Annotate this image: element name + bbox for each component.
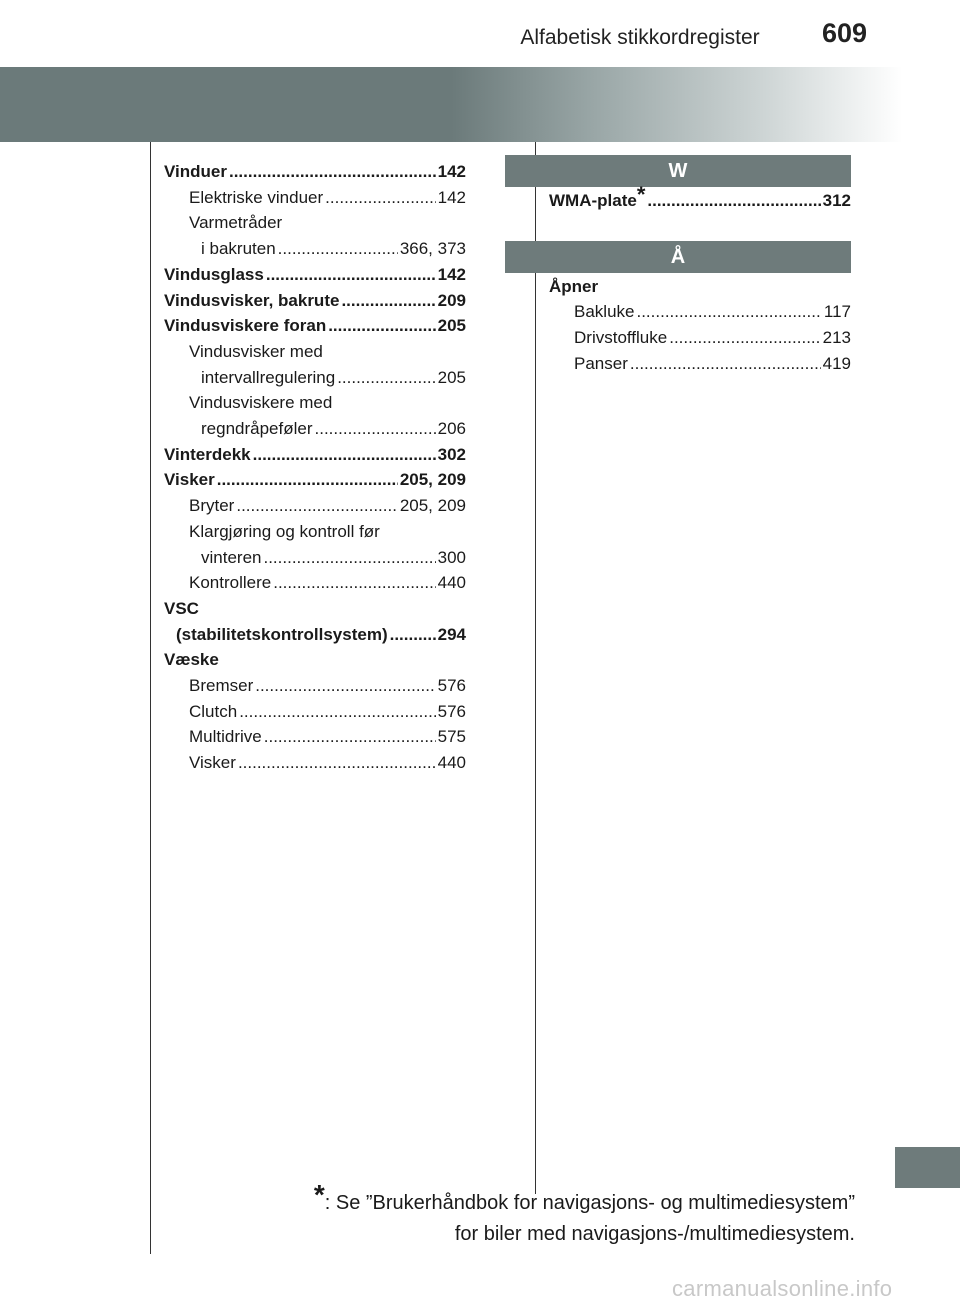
index-term: WMA-plate bbox=[549, 191, 637, 210]
index-term: Bremser bbox=[189, 676, 254, 696]
index-term: Elektriske vinduer bbox=[189, 187, 324, 207]
index-page: 440 bbox=[437, 573, 466, 593]
index-page: 142 bbox=[437, 162, 466, 181]
index-term: Panser bbox=[574, 353, 628, 373]
index-entry bbox=[164, 313, 466, 339]
index-entry: Vindusviskere med bbox=[189, 393, 333, 413]
index-page: 312 bbox=[822, 191, 851, 210]
index-page: 205 bbox=[437, 316, 466, 336]
index-page: 117 bbox=[823, 302, 851, 322]
footnote-line-2: for biler med navigasjons-/multimediesystem. bbox=[454, 1223, 855, 1245]
index-term: Visker bbox=[164, 470, 215, 490]
index-entry bbox=[164, 288, 466, 314]
index-term: regndråpeføler bbox=[201, 419, 313, 439]
index-page: 302 bbox=[437, 444, 466, 464]
index-page: 294 bbox=[437, 624, 466, 644]
index-entry: Væske bbox=[164, 650, 219, 670]
index-entry bbox=[164, 262, 466, 288]
index-term: Visker bbox=[189, 753, 236, 773]
index-entry bbox=[164, 699, 466, 725]
index-page: 205, 209 bbox=[399, 470, 466, 490]
letter-header-w bbox=[505, 155, 851, 187]
index-entry bbox=[164, 750, 466, 776]
index-entry bbox=[164, 365, 466, 391]
index-heading-apner: Åpner bbox=[549, 276, 599, 296]
index-entry-wma-plate bbox=[549, 182, 851, 214]
index-entry bbox=[164, 673, 466, 699]
middle-column-divider bbox=[535, 142, 536, 1194]
index-page: 205 bbox=[437, 367, 466, 387]
index-entry bbox=[549, 325, 851, 351]
index-page: 576 bbox=[437, 676, 466, 696]
index-entry bbox=[164, 185, 466, 211]
index-term: Drivstoffluke bbox=[574, 328, 668, 348]
index-term: Clutch bbox=[189, 701, 238, 721]
index-page: 440 bbox=[437, 753, 466, 773]
index-entry bbox=[549, 351, 851, 377]
index-page: 209 bbox=[437, 290, 466, 310]
letter-w-label: W bbox=[668, 159, 688, 182]
index-entry bbox=[164, 493, 466, 519]
index-term: Kontrollere bbox=[189, 573, 272, 593]
index-entry bbox=[164, 236, 466, 262]
index-entry: Vindusvisker med bbox=[189, 341, 323, 361]
letter-aa-label: Å bbox=[670, 245, 686, 268]
index-page: 576 bbox=[437, 701, 466, 721]
index-page: 206 bbox=[437, 419, 466, 439]
index-entry bbox=[164, 416, 466, 442]
page-number: 609 bbox=[822, 18, 868, 48]
index-entry bbox=[164, 545, 466, 571]
index-page: 419 bbox=[822, 353, 851, 373]
index-entry bbox=[549, 299, 851, 325]
header-title: Alfabetisk stikkordregister bbox=[520, 26, 760, 49]
index-page: 142 bbox=[437, 264, 466, 284]
index-term: Vinterdekk bbox=[164, 444, 251, 464]
index-page: 366, 373 bbox=[399, 239, 466, 259]
index-page: 142 bbox=[437, 187, 466, 207]
index-term: Vindusvisker, bakrute bbox=[164, 290, 340, 310]
index-term: intervallregulering bbox=[201, 367, 336, 387]
header-banner bbox=[0, 67, 960, 142]
footnote-star: * bbox=[313, 1179, 325, 1210]
footnote bbox=[260, 1179, 855, 1250]
footnote-line-1: : Se ”Brukerhåndbok for navigasjons- og multimediesystem” bbox=[324, 1192, 855, 1214]
index-column-right bbox=[549, 182, 851, 377]
index-entry: Varmetråder bbox=[189, 213, 283, 233]
index-entry bbox=[164, 159, 466, 185]
index-term: Bakluke bbox=[574, 302, 635, 322]
left-column-divider bbox=[150, 142, 151, 1254]
index-page: 300 bbox=[437, 547, 466, 567]
index-entry: VSC bbox=[164, 598, 199, 618]
index-entry: Klargjøring og kontroll før bbox=[189, 521, 380, 541]
footnote-marker: * bbox=[636, 182, 646, 207]
watermark: carmanualsonline.info bbox=[672, 1276, 893, 1301]
index-page: 205, 209 bbox=[399, 496, 466, 516]
index-term: i bakruten bbox=[201, 239, 276, 259]
thumb-index-tab bbox=[895, 1147, 960, 1188]
index-entry bbox=[164, 724, 466, 750]
index-term: Vindusviskere foran bbox=[164, 316, 327, 336]
index-term: (stabilitetskontrollsystem) bbox=[176, 624, 388, 644]
index-entry bbox=[164, 442, 466, 468]
index-term: Multidrive bbox=[189, 727, 262, 747]
index-page: 213 bbox=[822, 328, 851, 348]
index-term: Bryter bbox=[189, 496, 235, 516]
index-entry bbox=[164, 570, 466, 596]
index-entry bbox=[164, 622, 466, 648]
index-term: Vindusglass bbox=[164, 264, 264, 284]
index-term: Vinduer bbox=[164, 162, 227, 181]
index-term: vinteren bbox=[201, 547, 262, 567]
index-entry bbox=[164, 467, 466, 493]
index-page: 575 bbox=[437, 727, 466, 747]
index-column-left bbox=[164, 159, 466, 776]
